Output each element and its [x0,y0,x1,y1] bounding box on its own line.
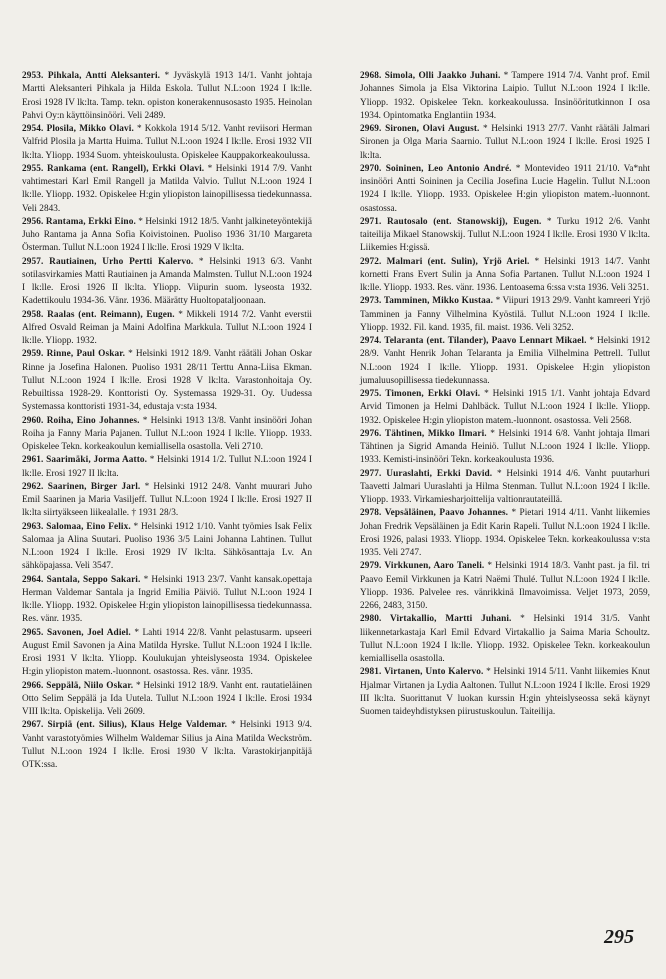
entry-heading: 2953. Pihkala, Antti Aleksanteri. [22,71,161,81]
entry-heading: 2971. Rautosalo (ent. Stanowskij), Eugen. [360,216,542,227]
entry-heading: 2972. Malmari (ent. Sulin), Yrjö Ariel. [360,256,530,267]
entry-body: * Turku 1912 2/6. Vanht taiteilija Mikael Stanowskij. Tullut N.L:oon 1924 I lk:lle. Erosi 1930 V lk:lta. Liikemies H:gissä. [360,216,650,254]
register-entry [360,216,650,256]
entry-body: * Helsinki 1914 6/8. Vanht johtaja Ilmari Tähtinen ja Sigrid Amanda Heiniö. Tullut N.L:oon 1924 I lk:lle. Yliopp. 1933. Kemisti-insinööri Tekn. korkeakoulusta 1936. [360,428,650,466]
entry-heading: 2978. Vepsäläinen, Paavo Johannes. [360,508,509,519]
register-entry [22,627,312,680]
entry-body: * Helsinki 1914 7/9. Vanht vahtimestari Karl Emil Rangell ja Matilda Valvio. Tullut N.L:oon 1924 I lk:lle. Yliopp. 1932. Opiskelee H:gin yliopiston lainopillisessa tiedekunnassa. Veli 2843. [22,163,312,214]
register-entry [360,507,650,560]
entry-body: * Helsinki 1912 28/9. Vanht Henrik Johan Telaranta ja Emilia Vilhelmina Pettrell. Tullut N.L:oon 1924 I lk:lle. Yliopp. 1931. Opiskelee H:gin yliopiston jumaluusopillisessa tiedekunnassa. [360,336,650,386]
entry-body: * Helsinki 1912 18/5. Vanht jalkineteyöntekijä Juho Rantama ja Anna Sofia Koivistoinen. Puoliso 1936 31/10 Margareta Österman. Tullut N.L:oon 1924 I lk:lle. Erosi 1929 V lk:lta. [22,216,312,254]
entry-heading: 2977. Uuraslahti, Erkki David. [360,468,493,479]
entry-body: * Helsinki 1914 1/2. Tullut N.L:oon 1924 I lk:lle. Erosi 1927 II lk:lta. [22,455,312,479]
register-entry [22,719,312,772]
entry-body: * Helsinki 1913 13/8. Vanht insinööri Johan Roiha ja Fanny Maria Pajanen. Tullut N.L:oon 1924 I lk:lle. Yliopp. 1933. Opiskelee Tekn. korkeakoulun kemiallisella osastolla. Veli 2710. [22,415,313,452]
entry-body: * Helsinki 1914 31/5. Vanht liikennetarkastaja Karl Emil Edvard Virtakallio ja Saima Maria Schoultz. Tullut N.L:oon 1924 I lk:lle. Yliopp. 1932. Opiskelee Tekn. korkeakoulun kemiallisella osastolla. [360,614,650,664]
entry-heading: 2966. Seppälä, Niilo Oskar. [22,680,134,691]
page-number: 295 [604,926,634,948]
entry-heading: 2969. Sironen, Olavi August. [360,124,480,134]
entry-body: * Helsinki 1912 18/9. Vanht räätäli Johan Oskar Rinne ja Josefina Halonen. Puoliso 1931 28/11 Terttu Anna-Liisa Ekman. Tullut N.L:oon 1924 I lk:lle. Erosi 1928 V lk:lta. Varastonhoitaja Oy. Rebuiltissa 1928-29. Konttoristi Oy. Systemassa 1929-31. Oy. Uudessa Systemassa konttoristi 1931-34, edustaja v:sta 1934. [22,349,312,413]
entry-body: * Helsinki 1914 5/11. Vanht liikemies Knut Hjalmar Virtanen ja Lydia Aaltonen. Tullut N.L:oon 1924 I lk:lle. Erosi 1929 III lk:lta. Suorittanut V luokan kurssin H:gin yhteislyseossa sekä käynyt Suomen taideyhdistyksen piirustuskoulun. Taiteilija. [360,667,650,717]
entry-body: * Helsinki 1912 18/9. Vanht ent. rautatieläinen Otto Selim Seppälä ja Ida Uutela. Tullut N.L:oon 1924 I lk:lle. Erosi 1934 VIII lk:lta. Opiskelija. Veli 2609. [22,680,312,717]
register-entry [360,468,650,508]
entry-body: * Helsinki 1912 24/8. Vanht muurari Juho Emil Saarinen ja Maria Vasiljeff. Tullut N.L:oon 1924 I lk:lle. Erosi 1927 II lk:lta siirtyäkseen liikealalle. † 1931 28/3. [22,481,313,519]
entry-body: * Helsinki 1913 14/7. Vanht kornetti Frans Evert Sulin ja Anna Sofia Partanen. Tullut N.L:oon 1924 I lk:lle. Yliopp. 1933. Res. vänr. 1936. Lentoasema 6:ssa v:sta 1936. Veli 3251. [360,256,651,293]
entry-body: * Kokkola 1914 5/12. Vanht reviisori Herman Valfrid Plosila ja Martta Huima. Tullut N.L:oon 1924 I lk:lle. Erosi 1932 VII lk:lta. Yliopp. 1934 Suom. yhteiskoulusta. Opiskelee Kauppakorkeakoulussa. [22,124,312,161]
entry-heading: 2965. Savonen, Joel Adiel. [22,627,131,638]
register-entry [22,256,312,309]
entry-body: * Viipuri 1913 29/9. Vanht kamreeri Yrjö Tamminen ja Fanny Vilhelmina Kyöstilä. Tullut N.L:oon 1924 I lk:lle. Yliopp. 1932. Fil. kand. 1935, fil. maist. 1936. Veli 3252. [360,296,651,333]
register-entry [360,613,650,666]
entry-body: * Mikkeli 1914 7/2. Vanht everstii Alfred Osvald Reiman ja Maini Adolfina Markkula. Tullut N.L:oon 1924 I lk:lle. Yliopp. 1932. [22,309,312,346]
register-entry [22,309,312,349]
entry-heading: 2962. Saarinen, Birger Jarl. [22,481,141,492]
entry-heading: 2954. Plosila, Mikko Olavi. [22,124,134,134]
entry-body: * Montevideo 1911 21/10. Va*nht insinööri Antti Soininen ja Cecilia Josefina Lucie Hagelin. Tullut N.L:oon 1924 I lk:lle. Yliopp. 1933. Opiskelee H:gin yliopiston matem.-luonnont. osastossa. [360,163,650,214]
register-entry [360,428,650,468]
register-entry [360,256,650,296]
entry-heading: 2955. Rankama (ent. Rangell), Erkki Olavi. [22,163,205,174]
entry-heading: 2974. Telaranta (ent. Tilander), Paavo Lennart Mikael. [360,336,587,346]
entry-heading: 2957. Rautiainen, Urho Pertti Kalervo. [22,256,194,267]
register-entry [360,295,650,335]
register-entry [360,560,650,613]
entry-body: * Helsinki 1913 27/7. Vanht räätäli Jalmari Sironen ja Olga Maria Saarnio. Tullut N.L:oon 1924 I lk:lle. Erosi 1925 I lk:lta. [360,124,651,161]
register-entry [360,163,650,216]
entry-body: * Helsinki 1914 18/3. Vanht past. ja fil. tri Paavo Eemil Virkkunen ja Katri Naëmi Thulé. Tullut N.L:oon 1924 I lk:lle. Yliopp. 1936. Palvelee res. vänrikkinä Ilmavoimissa. Veljet 1973, 2059, 2266, 2483, 3150. [360,561,651,611]
entry-heading: 2961. Saarimäki, Jorma Aatto. [22,455,148,466]
register-entry [22,70,312,123]
entry-heading: 2975. Timonen, Erkki Olavi. [360,389,481,399]
register-entry [360,388,650,428]
entry-body: * Lahti 1914 22/8. Vanht pelastusarm. upseeri August Emil Savonen ja Aina Matilda Hyrske. Tullut N.L:oon 1924 I lk:lle. Erosi 1931 V lk:lta. Yliopp. Koulukujan yhteislyseosta 1934. Opiskelee H:gin yliopiston matem.-luonnont. osastossa. Res. vänr. 1935. [22,627,312,678]
left-column [22,70,312,772]
register-entry [22,415,312,455]
entry-heading: 2981. Virtanen, Unto Kalervo. [360,667,484,678]
entry-heading: 2956. Rantama, Erkki Eino. [22,216,136,227]
entry-heading: 2980. Virtakallio, Martti Juhani. [360,614,512,625]
register-entry [22,163,312,216]
entry-heading: 2973. Tamminen, Mikko Kustaa. [360,296,494,307]
entry-heading: 2967. Sirpiä (ent. Silius), Klaus Helge Valdemar. [22,720,228,731]
entry-body: * Pietari 1914 4/11. Vanht liikemies Johan Fredrik Vepsäläinen ja Edit Karin Rapeli. Tullut N.L:oon 1924 I lk:lle. Erosi 1926, palasi 1933. Yliopp. 1934. Opiskelee Tekn. korkeakoulussa v:sta 1935. Veli 2747. [360,508,651,558]
register-entry [22,481,312,521]
entry-body: * Helsinki 1913 9/4. Vanht varastotyömies Wilhelm Waldemar Silius ja Aina Matilda Weckström. Tullut N.L:oon 1924 I lk:lle. Erosi 1930 V lk:lta. Varastokirjanpitäjä OTK:ssa. [22,720,312,770]
entry-body: * Helsinki 1913 6/3. Vanht sotilasvirkamies Matti Rautiainen ja Amanda Malmsten. Tullut N.L:oon 1924 I lk:lle. Erosi 1926 II lk:lta. Yliopp. Viipurin suom. lyseosta 1932. Kadettikoulu 1934-36. Vänr. 1936. Määrätty Huoltopataljoonaan. [22,256,312,307]
entry-heading: 2959. Rinne, Paul Oskar. [22,349,126,360]
entry-heading: 2960. Roiha, Eino Johannes. [22,415,140,426]
register-entry [22,216,312,256]
entry-heading: 2970. Soininen, Leo Antonio André. [360,163,512,174]
entry-body: * Jyväskylä 1913 14/1. Vanht johtaja Martti Aleksanteri Pihkala ja Hilda Eskola. Tullut N.L:oon 1924 I lk:lle. Erosi 1928 IV lk:lta. Tamp. tekn. opiston konerakennusosasto 1935. Heinolan Pahvi Oy:n käyttöinsinööri. Veli 2489. [22,71,313,121]
register-entry [22,680,312,720]
register-entry [360,335,650,388]
register-entry [22,521,312,574]
entry-body: * Helsinki 1912 1/10. Vanht työmies Isak Felix Salomaa ja Alina Suutari. Puoliso 1936 3/5 Laini Johanna Lahtinen. Tullut N.L:oon 1924 I lk:lle. Erosi 1929 IV lk:lta. Sähkösanttaja Lv. An sähköpajassa. Veli 3547. [22,521,313,572]
register-entry [22,454,312,481]
entry-body: * Tampere 1914 7/4. Vanht prof. Emil Johannes Simola ja Elsa Viktorina Laipio. Tullut N.L:oon 1924 I lk:lle. Yliopp. 1932. Opiskelee Tekn. korkeakoulussa. Insinööritutkinnon I osa 1934. Opintomatka Englantiin 1934. [360,71,650,121]
entry-heading: 2968. Simola, Olli Jaakko Juhani. [360,71,501,81]
entry-heading: 2963. Salomaa, Eino Felix. [22,521,131,532]
register-entry [360,70,650,123]
entry-body: * Helsinki 1915 1/1. Vanht johtaja Edvard Arvid Timonen ja Helmi Dahlbäck. Tullut N.L:oon 1924 I lk:lle. Yliopp. 1932. Opiskelee H:gin yliopiston matem.-luonnont. osastossa. Veli 2568. [360,389,651,426]
register-entry [22,123,312,163]
entry-heading: 2964. Santala, Seppo Sakari. [22,574,141,585]
register-entry [360,666,650,719]
right-column [360,70,650,719]
entry-heading: 2976. Tähtinen, Mikko Ilmari. [360,428,487,439]
entry-body: * Helsinki 1913 23/7. Vanht kansak.opettaja Herman Valdemar Santala ja Ingrid Emilia Päiviö. Tullut N.L:oon 1924 I lk:lle. Yliopp. 1932. Opiskelee H:gin yliopiston lainopillisessa tiedekunnassa. Res. vänr. 1935. [22,574,312,625]
register-entry [22,348,312,414]
entry-body: * Helsinki 1914 4/6. Vanht puutarhuri Taavetti Jalmari Uuraslahti ja Hilma Stenman. Tullut N.L:oon 1924 I lk:lle. Yliopp. 1933. Virkamiesharjoittelija valtionrautateillä. [360,468,650,505]
entry-heading: 2958. Raalas (ent. Reimann), Eugen. [22,309,175,320]
register-entry [22,574,312,627]
register-entry [360,123,650,163]
entry-heading: 2979. Virkkunen, Aaro Taneli. [360,561,485,572]
